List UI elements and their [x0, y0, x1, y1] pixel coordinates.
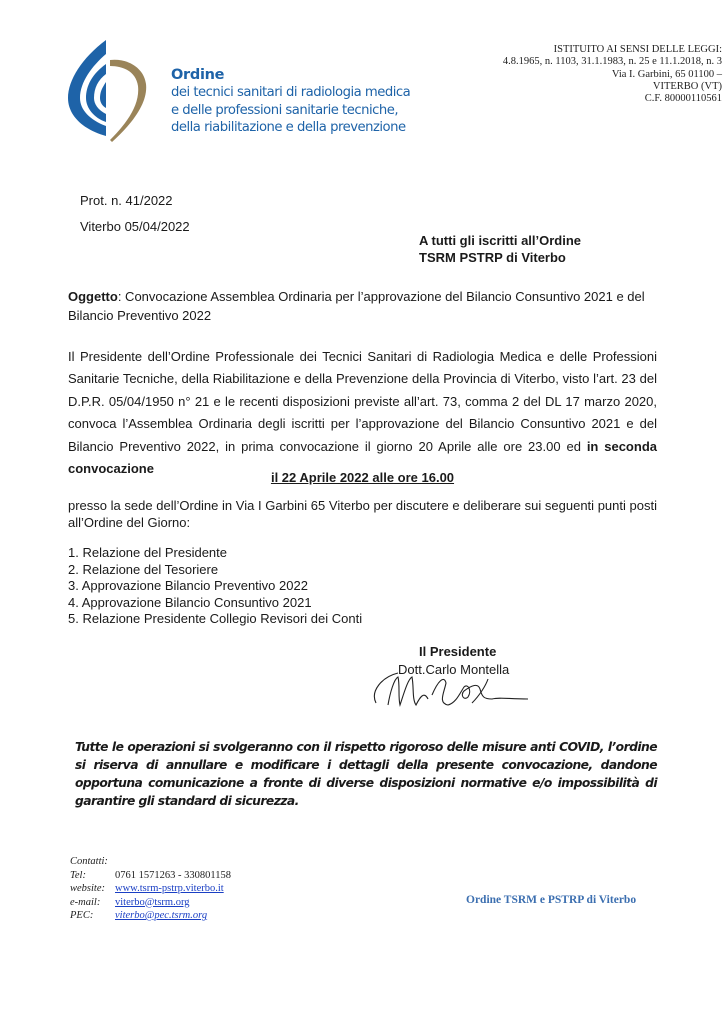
agenda-item: 3. Approvazione Bilancio Preventivo 2022: [68, 578, 308, 593]
agenda-item: 2. Relazione del Tesoriere: [68, 561, 219, 577]
email-link[interactable]: viterbo@tsrm.org: [115, 896, 190, 908]
footer-organization: Ordine TSRM e PSTRP di Viterbo: [466, 894, 637, 906]
place-date: Viterbo 05/04/2022: [80, 219, 190, 234]
subject-text: : Convocazione Assemblea Ordinaria per l’approvazione del Bilancio Consuntivo 2021 e del Bilancio Preventivo 2022: [68, 289, 645, 323]
legal-line: ISTITUITO AI SENSI DELLE LEGGI:: [553, 44, 722, 55]
recipient-line-2: TSRM PSTRP di Viterbo: [419, 250, 566, 265]
second-convocation-date: il 22 Aprile 2022 alle ore 16.00: [270, 470, 455, 485]
body-text: Il Presidente dell’Ordine Professionale dei Tecnici Sanitari di Radiologia Medica e delle Professioni Sanitarie Tecniche, della Riabilitazione e della Prevenzione della Provincia di Viterbo, visto l’art. 23 del D.P.R. 05/04/1950 n° 21 e le recenti disposizioni previste all’art. 73, comma 2 del DL 17 marzo 2020, convoca l’Assemblea Ordinaria degli iscritti per l’approvazione del Bilancio Consuntivo 2021 e del Bilancio Preventivo 2022, in prima convocazione il giorno 20 Aprile alle ore 23.00 ed: [68, 349, 657, 454]
covid-notice: Tutte le operazioni si svolgeranno con il rispetto rigoroso delle misure anti COVID, l’ordine si riserva di annullare e modificare i dettagli della presente convocazione, dandone opportuna comunicazione a fronte di diverse disposizioni normative e/o impossibilità di garantire gli standard di sicurezza.: [75, 740, 657, 808]
pec-label: PEC:: [70, 910, 94, 921]
body-paragraph: [68, 346, 657, 480]
agenda-item: 1. Relazione del Presidente: [68, 545, 227, 560]
signature-title: Il Presidente: [419, 644, 497, 659]
signature-name: Dott.Carlo Montella: [398, 662, 510, 677]
logo-text: [171, 67, 410, 137]
legal-line: 4.8.1965, n. 1103, 31.1.1983, n. 25 e 11.1.2018, n. 3: [502, 56, 722, 68]
agenda-list: [68, 545, 362, 628]
second-convocation-label: in seconda convocazione: [68, 438, 657, 477]
website-link[interactable]: www.tsrm-pstrp.viterbo.it: [115, 883, 224, 894]
ordine-tsrm-logo-icon: [62, 36, 150, 146]
legal-line: Via I. Garbini, 65 01100 –: [611, 68, 722, 80]
email-label: e-mail:: [70, 896, 101, 908]
website-label: website:: [70, 883, 105, 894]
agenda-item: 4. Approvazione Bilancio Consuntivo 2021: [68, 594, 312, 610]
recipient-line-1: A tutti gli iscritti all’Ordine: [419, 233, 582, 248]
logo-subtitle-line: della riabilitazione e della prevenzione: [171, 120, 406, 135]
logo-title: Ordine: [171, 67, 225, 83]
legal-line: C.F. 80000110561: [644, 93, 722, 105]
pec-link[interactable]: viterbo@pec.tsrm.org: [115, 910, 208, 921]
handwritten-signature-icon: [368, 665, 548, 710]
protocol-number: Prot. n. 41/2022: [80, 193, 173, 208]
tel-label: Tel:: [70, 869, 86, 881]
agenda-item: 5. Relazione Presidente Collegio Revisori dei Conti: [68, 611, 363, 626]
recipient-block: [419, 232, 581, 266]
legal-info: [503, 44, 722, 105]
venue-text: presso la sede dell’Ordine in Via I Garbini 65 Viterbo per discutere e deliberare sui seguenti punti posti all’Ordine del Giorno:: [68, 498, 657, 530]
protocol-block: [80, 188, 190, 240]
tel-value: 0761 1571263 - 330801158: [115, 869, 231, 881]
legal-line: VITERBO (VT): [652, 80, 722, 92]
contacts-heading: Contatti:: [70, 856, 108, 867]
subject-label: Oggetto: [68, 289, 118, 304]
subject: [68, 287, 658, 325]
logo-subtitle-line: dei tecnici sanitari di radiologia medica: [171, 85, 411, 100]
logo-subtitle-line: e delle professioni sanitarie tecniche,: [171, 102, 399, 118]
contacts-block: [70, 855, 231, 923]
